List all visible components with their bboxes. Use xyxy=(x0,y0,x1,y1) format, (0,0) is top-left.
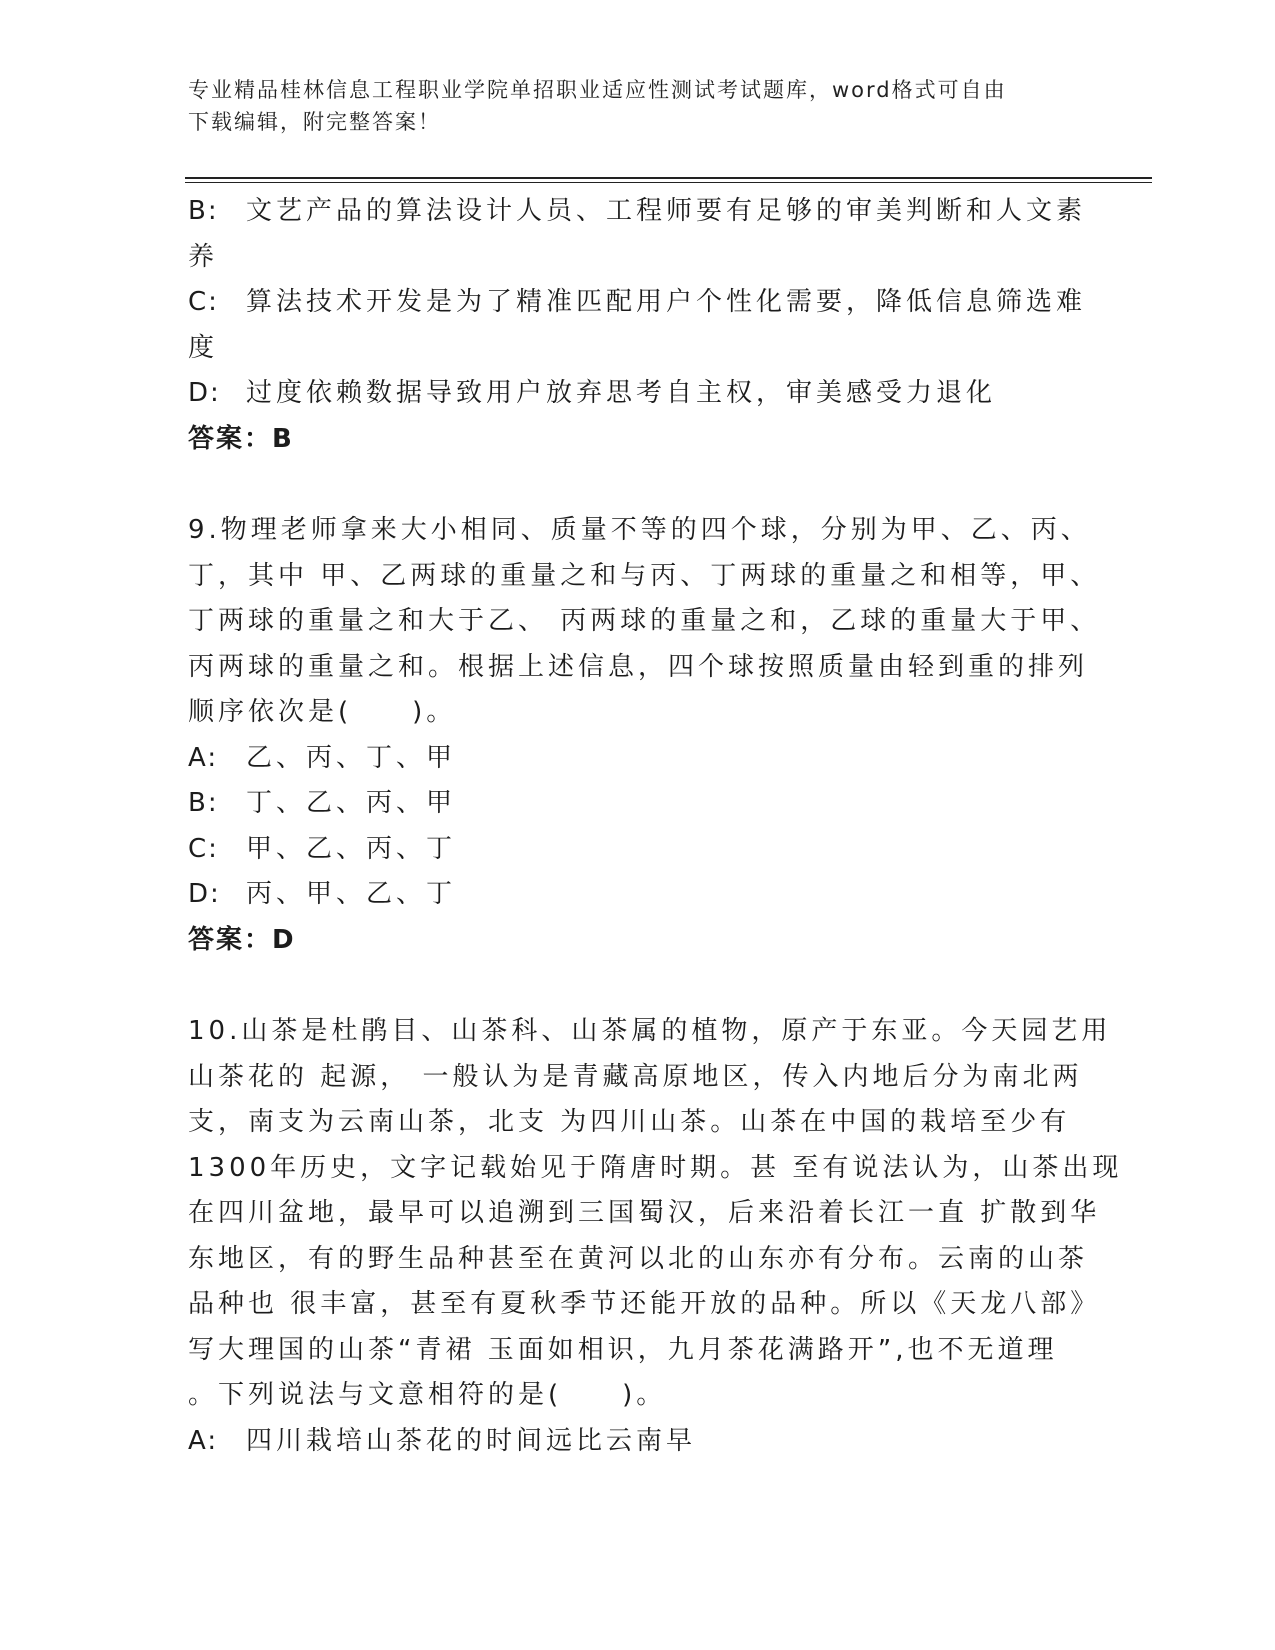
question-text-line: 在四川盆地，最早可以追溯到三国蜀汉，后来沿着长江一直 扩散到华 xyxy=(188,1198,1101,1228)
header-divider-thin xyxy=(185,182,1152,183)
document-header xyxy=(188,74,1088,138)
option-text: 文艺产品的算法设计人员、工程师要有足够的审美判断和人文素 xyxy=(246,196,1087,226)
option-b xyxy=(188,781,1088,827)
option-text: 乙、丙、丁、甲 xyxy=(246,742,457,773)
option-c xyxy=(188,827,1088,873)
option-key: C: xyxy=(188,833,219,864)
question-text-line: 山茶花的 起源， 一般认为是青藏高原地区，传入内地后分为南北两 xyxy=(188,1061,1083,1092)
option-text: 丁、乙、丙、甲 xyxy=(246,788,457,818)
option-c-continued: 度 xyxy=(188,332,219,363)
question-text-line: 10.山茶是杜鹃目、山茶科、山茶属的植物，原产于东亚。今天园艺用 xyxy=(188,1016,1112,1046)
header-divider-thick xyxy=(185,177,1152,179)
question-10 xyxy=(188,1009,1123,1464)
spacer xyxy=(188,462,1088,508)
question-text-line: 丁两球的重量之和大于乙、 丙两球的重量之和，乙球的重量大于甲、 xyxy=(188,606,1101,636)
header-line-1: 专业精品桂林信息工程职业学院单招职业适应性测试考试题库，word格式可自由 xyxy=(188,78,1007,102)
option-text: 算法技术开发是为了精准匹配用户个性化需要，降低信息筛选难 xyxy=(246,287,1087,317)
question-text-line: 9.物理老师拿来大小相同、质量不等的四个球，分别为甲、乙、丙、 xyxy=(188,515,1091,545)
option-key: C: xyxy=(188,287,219,317)
option-text: 甲、乙、丙、丁 xyxy=(246,833,457,864)
option-b xyxy=(188,189,1088,235)
question-8-options xyxy=(188,189,1088,462)
document-body xyxy=(188,189,1123,1464)
spacer xyxy=(188,963,1088,1009)
question-9 xyxy=(188,508,1101,963)
question-text-line: 丙两球的重量之和。根据上述信息，四个球按照质量由轻到重的排列 xyxy=(188,651,1089,682)
question-text-line: 东地区，有的野生品种甚至在黄河以北的山东亦有分布。云南的山茶 xyxy=(188,1243,1089,1274)
question-text-line: 写大理国的山茶“青裙 玉面如相识，九月茶花满路开”,也不无道理 xyxy=(188,1334,1058,1365)
option-b-continued: 养 xyxy=(188,241,219,272)
option-a xyxy=(188,736,1088,782)
option-key: D: xyxy=(188,378,221,408)
option-d xyxy=(188,872,1088,918)
option-text: 四川栽培山茶花的时间远比云南早 xyxy=(246,1425,697,1456)
option-c xyxy=(188,280,1088,326)
question-text-line: 支，南支为云南山茶，北支 为四川山茶。山茶在中国的栽培至少有 xyxy=(188,1107,1071,1137)
option-key: B: xyxy=(188,196,219,226)
option-a xyxy=(188,1419,1088,1465)
option-text: 过度依赖数据导致用户放弃思考自主权，审美感受力退化 xyxy=(246,378,997,408)
question-text-line: 1300年历史，文字记载始见于隋唐时期。甚 至有说法认为，山茶出现 xyxy=(188,1152,1123,1183)
option-key: A: xyxy=(188,1425,219,1456)
answer-q9: 答案：D xyxy=(188,924,296,955)
question-text-line: 。下列说法与文意相符的是( )。 xyxy=(188,1380,667,1410)
option-key: D: xyxy=(188,879,221,909)
question-text-line: 丁，其中 甲、乙两球的重量之和与丙、丁两球的重量之和相等，甲、 xyxy=(188,560,1101,591)
question-text-line: 顺序依次是( )。 xyxy=(188,697,457,727)
question-text-line: 品种也 很丰富，甚至有夏秋季节还能开放的品种。所以《天龙八部》 xyxy=(188,1289,1101,1319)
header-line-2: 下载编辑，附完整答案！ xyxy=(188,110,441,134)
answer-q8: 答案：B xyxy=(188,423,294,454)
option-key: A: xyxy=(188,742,219,773)
option-d xyxy=(188,371,1088,417)
option-key: B: xyxy=(188,788,219,818)
option-text: 丙、甲、乙、丁 xyxy=(246,879,457,909)
